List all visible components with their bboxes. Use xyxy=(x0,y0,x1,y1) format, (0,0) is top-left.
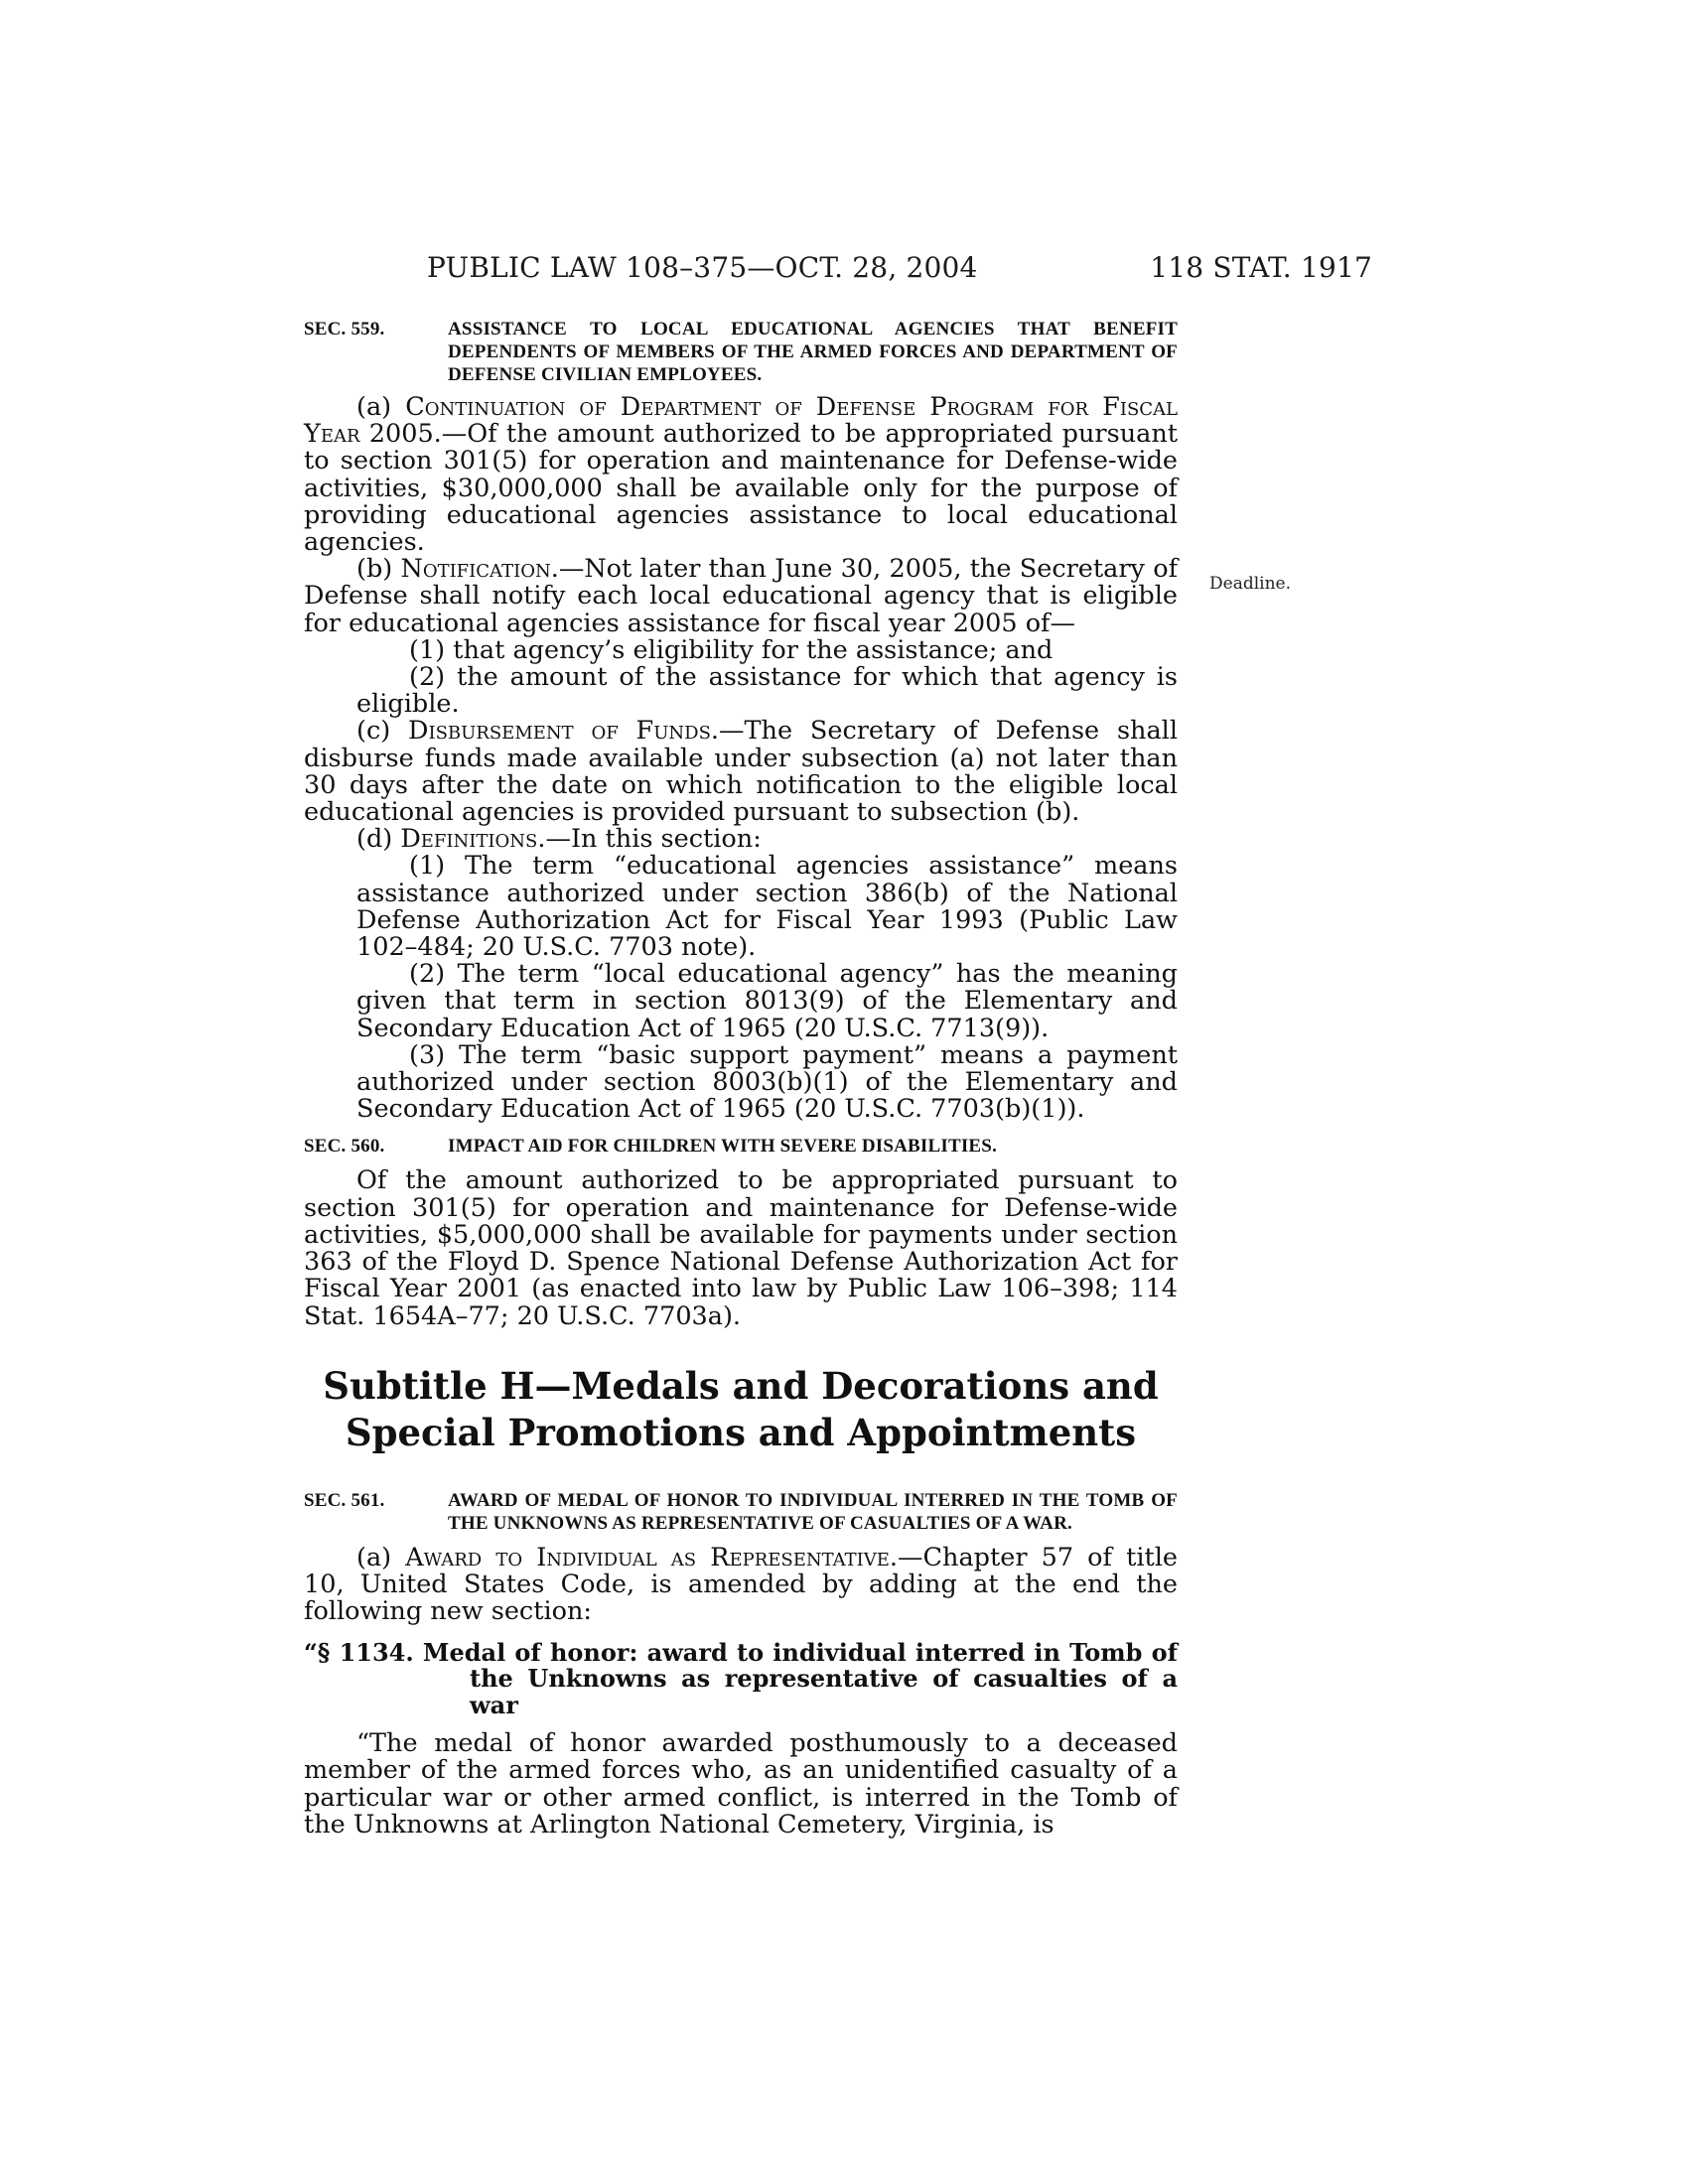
sec-561-title: AWARD OF MEDAL OF HONOR TO INDIVIDUAL INTERRED IN THE TOMB OF THE UNKNOWNS AS REPRESENTATIVE OF CASUALTIES OF A WAR. xyxy=(448,1490,1178,1534)
sec-559-d xyxy=(304,826,1178,853)
running-title: PUBLIC LAW 108–375—OCT. 28, 2004 xyxy=(427,251,978,284)
section-1134-heading: “§ 1134. Medal of honor: award to individual interred in Tomb of the Unknowns as representative of casualties of a war xyxy=(304,1637,1178,1719)
sec-559-c xyxy=(304,718,1178,826)
sec-559-number: SEC. 559. xyxy=(304,319,385,340)
statute-page-number: 118 STAT. 1917 xyxy=(1150,251,1372,284)
sec-559-b2: (2) the amount of the assistance for which that agency is eligible. xyxy=(356,662,1178,720)
sec-559-b-text: —Not later than June 30, 2005, the Secretary of Defense shall notify each local educational agency that is eligible for educational agencies assistance for fiscal year 2005 of— xyxy=(304,554,1179,638)
para-label: (a) xyxy=(356,1543,406,1572)
sec-560-heading xyxy=(304,1135,1178,1158)
para-label: (b) xyxy=(356,554,401,585)
sec-559-a-heading: Continuation of Department of Defense Program for Fiscal Year 2005. xyxy=(304,392,1178,450)
para-label: (a) xyxy=(356,392,406,422)
subtitle-line-1: Subtitle H—Medals and Decorations and xyxy=(323,1364,1159,1408)
subtitle-heading xyxy=(304,1363,1178,1456)
sec-559-c-text: —The Secretary of Defense shall disburse funds made available under subsection (a) not later than 30 days after the date on which notification to the eligible local educational agencies is provided pursuant to subsection (b). xyxy=(304,716,1178,828)
para-label: (d) xyxy=(356,824,401,855)
sec-559-heading xyxy=(304,318,1178,386)
sec-561-a-text: —Chapter 57 of title 10, United States Code, is amended by adding at the end the following new section: xyxy=(304,1543,1178,1627)
sec-561-a-heading: Award to Individual as Representative. xyxy=(405,1543,899,1572)
para-label: (c) xyxy=(356,716,409,747)
main-text-column xyxy=(304,318,1178,1330)
sec-559-a-text: —Of the amount authorized to be appropriated pursuant to section 301(5) for operation and maintenance for Defense-wide activities, $30,000,000 shall be available only for the purpose of providing educational agencies assistance to local educational agencies. xyxy=(304,419,1178,558)
sec-559-d-heading: Definitions. xyxy=(400,824,546,855)
sec-559-d-text: —In this section: xyxy=(545,824,762,855)
sec-559-b xyxy=(304,556,1178,637)
sec-559-c-heading: Disbursement of Funds. xyxy=(408,716,720,747)
sec-561-a xyxy=(304,1545,1178,1626)
margin-note-deadline: Deadline. xyxy=(1209,574,1291,594)
sec-560-number: SEC. 560. xyxy=(304,1136,385,1158)
sec-559-d2: (2) The term “local educational agency” has the meaning given that term in section 8013(9) of the Elementary and Secondary Education Act of 1965 (20 U.S.C. 7713(9)). xyxy=(356,959,1178,1043)
sec-559-title: ASSISTANCE TO LOCAL EDUCATIONAL AGENCIES THAT BENEFIT DEPENDENTS OF MEMBERS OF THE ARMED FORCES AND DEPARTMENT OF DEFENSE CIVILIAN EMPLOYEES. xyxy=(448,319,1178,385)
sec-559-d1: (1) The term “educational agencies assistance” means assistance authorized under section 386(b) of the National Defense Authorization Act for Fiscal Year 1993 (Public Law 102–484; 20 U.S.C. 7703 note). xyxy=(356,851,1178,963)
sec-561-column xyxy=(304,1489,1178,1839)
subtitle-line-2: Special Promotions and Appointments xyxy=(345,1411,1137,1454)
page-header xyxy=(427,251,1372,291)
sec-560-title: IMPACT AID FOR CHILDREN WITH SEVERE DISABILITIES. xyxy=(448,1136,998,1158)
section-1134-text: “The medal of honor awarded posthumously to a deceased member of the armed forces who, as an unidentified casualty of a particular war or other armed conflict, is interred in the Tomb of the Unknowns at Arlington National Cemetery, Virginia, is xyxy=(304,1728,1178,1840)
sec-559-b-heading: Notification. xyxy=(400,554,559,585)
sec-559-a xyxy=(304,394,1178,556)
sec-561-heading xyxy=(304,1489,1178,1535)
sec-561-number: SEC. 561. xyxy=(304,1490,385,1511)
sec-559-b1: (1) that agency’s eligibility for the assistance; and xyxy=(409,634,1054,665)
sec-559-d3: (3) The term “basic support payment” means a payment authorized under section 8003(b)(1) of the Elementary and Secondary Education Act of 1965 (20 U.S.C. 7703(b)(1)). xyxy=(356,1039,1178,1125)
sec-560-text: Of the amount authorized to be appropriated pursuant to section 301(5) for operation and maintenance for Defense-wide activities, $5,000,000 shall be available for payments under section 363 of the Floyd D. Spence National Defense Authorization Act for Fiscal Year 2001 (as enacted into law by Public Law 106–398; 114 Stat. 1654A–77; 20 U.S.C. 7703a). xyxy=(304,1165,1178,1331)
